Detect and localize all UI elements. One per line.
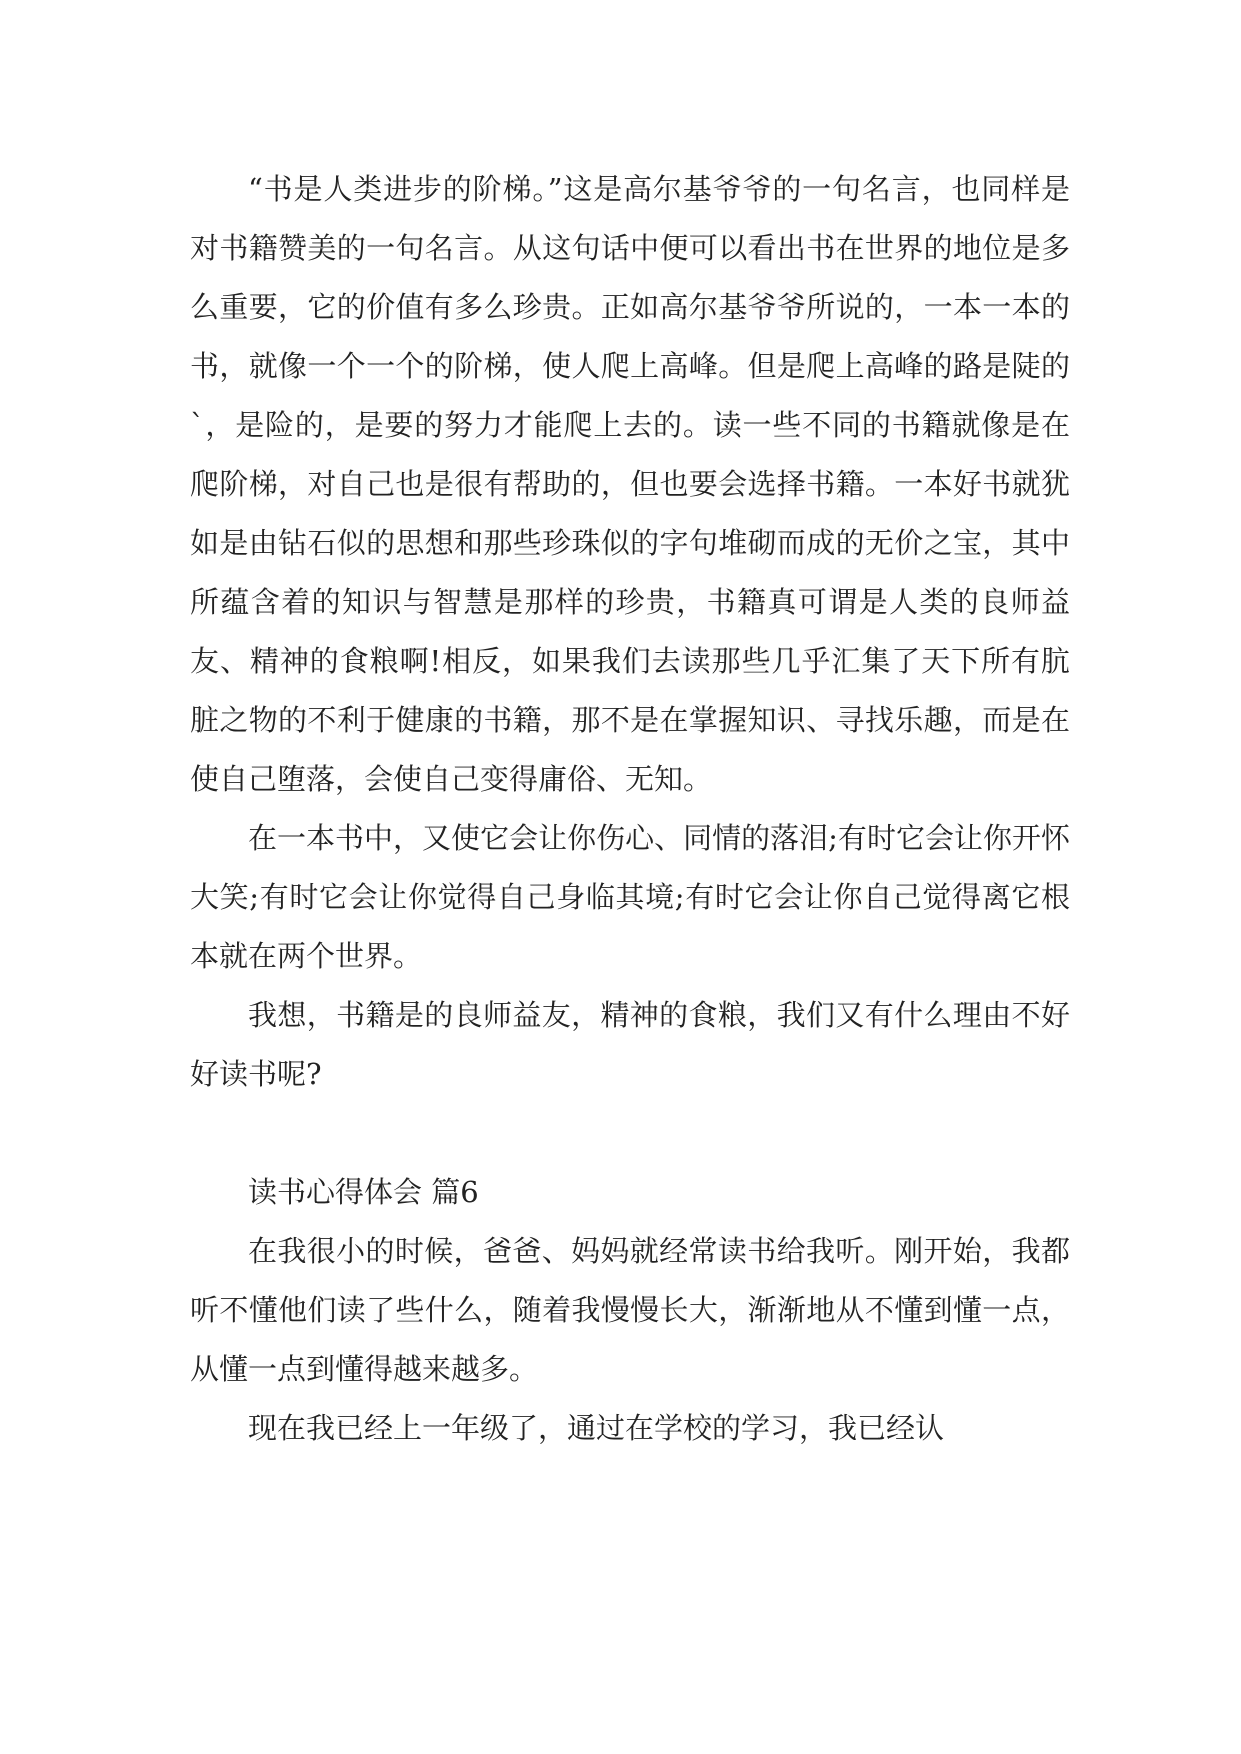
paragraph-book-emotions: 在一本书中，又使它会让你伤心、同情的落泪;有时它会让你开怀大笑;有时它会让你觉得自己身临其境;有时它会让你自己觉得离它根本就在两个世界。 bbox=[190, 821, 1070, 973]
paragraph-first-grade: 现在我已经上一年级了，通过在学校的学习，我已经认 bbox=[248, 1411, 945, 1445]
paragraph-childhood-reading: 在我很小的时候，爸爸、妈妈就经常读书给我听。刚开始，我都听不懂他们读了些什么，随着我慢慢长大，渐渐地从不懂到懂一点，从懂一点到懂得越来越多。 bbox=[190, 1234, 1070, 1386]
section-heading: 读书心得体会 篇6 bbox=[248, 1175, 479, 1209]
paragraph-book-ladder: “书是人类进步的阶梯。”这是高尔基爷爷的一句名言，也同样是对书籍赞美的一句名言。从这句话中便可以看出书在世界的地位是多么重要，它的价值有多么珍贵。正如高尔基爷爷所说的，一本一本的书，就像一个一个的阶梯，使人爬上高峰。但是爬上高峰的路是陡的`，是险的，是要的努力才能爬上去的。读一些不同的书籍就像是在爬阶梯，对自己也是很有帮助的，但也要会选择书籍。一本好书就犹如是由钻石似的思想和那些珍珠似的字句堆砌而成的无价之宝，其中所蕴含着的知识与智慧是那样的珍贵，书籍真可谓是人类的良师益友、精神的食粮啊!相反，如果我们去读那些几乎汇集了天下所有肮脏之物的不利于健康的书籍，那不是在掌握知识、寻找乐趣，而是在使自己堕落，会使自己变得庸俗、无知。 bbox=[190, 172, 1070, 796]
document-body bbox=[190, 160, 1070, 1458]
paragraph-book-conclusion: 我想，书籍是的良师益友，精神的食粮，我们又有什么理由不好好读书呢? bbox=[190, 998, 1070, 1091]
